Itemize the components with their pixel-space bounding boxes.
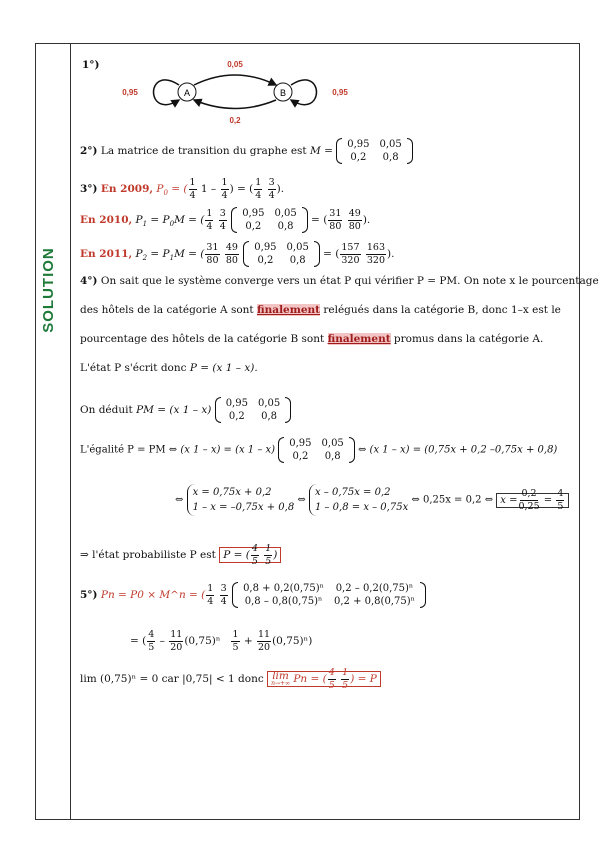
q4-line6: L'égalité P = PM ⇔ (x 1 – x) = (x 1 – x) 0,95 0,05 0,2 0,8 ⇔ (x 1 – x) = (0,75x + 0,2 –0,75x + 0,8) [80,438,558,462]
year-2010: En 2010, [80,214,133,226]
loop-a [154,80,180,105]
edge-ab-weight: 0,05 [227,60,243,69]
edge-b-to-a [194,100,276,109]
q2-matrix: 0,95 0,05 0,2 0,8 [336,138,413,164]
q5-line2: = ( $\frac{4}{5}$ – $\frac{11}{20}$ (0,75)ⁿ $\frac{1}{5}$ + $\frac{11}{20}$ (0,75)ⁿ) [130,629,313,653]
q4-systems: ⇔ x = 0,75x + 0,2 1 – x = –0,75x + 0,8 ⇔ x – 0,75x = 0,2 1 – 0,8 = x – 0,75x ⇔ 0,25x = 0,2 ⇔ x = $\frac{0,2}{0,25}$ = $\frac{4}{5}$ [175,484,569,516]
transition-graph [110,55,370,130]
q2-text: La matrice de transition du graphe est [100,145,307,157]
q4-line3: pourcentage des hôtels de la catégorie B sont finalement promus dans la catégorie A. [80,333,544,345]
q3-label: 3°) [80,183,98,195]
q3-line-2011: En 2011, $P_2 = P_1M$ = ( $\frac{31}{80}$ $\frac{49}{80}$ 0,95 0,05 0,2 0,8 = ( $\frac{157}{320}$ $\frac{163}{320}$ ). [80,242,395,266]
q3-line-2010: En 2010, $P_1 = P_0M$ = ( $\frac{1}{4}$ $\frac{3}{4}$ 0,95 0,05 0,2 0,8 = ( $\frac{31}{80}$ $\frac{49}{80}$ ). [80,208,371,232]
q2-label: 2°) [80,145,98,157]
edge-ba-weight: 0,2 [229,116,241,125]
loop-a-weight: 0,95 [122,88,138,97]
q4-text1: On sait que le système converge vers un état P qui vérifier P = PM. On note x le pourcentage [100,275,599,287]
p-final-box: P = ( $\frac{4}{5}$ $\frac{1}{5}$ ) [219,547,281,563]
q4-line4: L'état P s'écrit donc P = (x 1 – x). [80,362,258,374]
edge-a-to-b [194,75,276,85]
q3-line-2009: 3°) En 2009, $P_0$ = ( $\frac{1}{4}$ 1 – $\frac{1}{4}$ ) = ( $\frac{1}{4}$ $\frac{3}{4}$ ). [80,177,285,201]
q4-label: 4°) [80,275,98,287]
q1-label: 1°) [82,59,100,71]
q2-line [80,138,413,164]
solution-side-label: SOLUTION [40,247,57,333]
q4-conclusion: ⇒ l'état probabiliste P est P = ( $\frac{4}{5}$ $\frac{1}{5}$ ) [80,544,281,566]
q2-m-name: M = [310,145,333,157]
node-b-label: B [279,88,287,98]
loop-b-weight: 0,95 [332,88,348,97]
q5-limit: lim (0,75)ⁿ = 0 car |0,75| < 1 donc lim n→+∞ Pn = ( $\frac{4}{5}$ $\frac{1}{5}$ ) = P [80,668,381,690]
year-2011: En 2011, [80,248,133,260]
loop-b [291,80,317,105]
highlight-finalement-2: finalement [327,333,391,345]
q5-label: 5°) [80,589,98,601]
year-2009: En 2009, [100,183,154,195]
x-result-box: x = $\frac{0,2}{0,25}$ = $\frac{4}{5}$ [496,493,569,508]
q4-line2: des hôtels de la catégorie A sont finalement relégués dans la catégorie B, donc 1–x est le [80,304,561,316]
limit-result-box: lim n→+∞ Pn = ( $\frac{4}{5}$ $\frac{1}{5}$ ) = P [267,671,381,687]
q4-line5: On déduit PM = (x 1 – x) 0,95 0,05 0,2 0,8 [80,397,291,423]
node-a-label: A [183,88,191,98]
highlight-finalement-1: finalement [257,304,321,316]
q4-line1 [80,276,599,288]
q5-line1: 5°) Pn = P0 × M^n = ( $\frac{1}{4}$ $\frac{3}{4}$ 0,8 + 0,2(0,75)ⁿ 0,2 – 0,2(0,75)ⁿ 0,8 – 0,8(0,75)ⁿ 0,2 + 0,8(0,75)ⁿ [80,582,426,608]
